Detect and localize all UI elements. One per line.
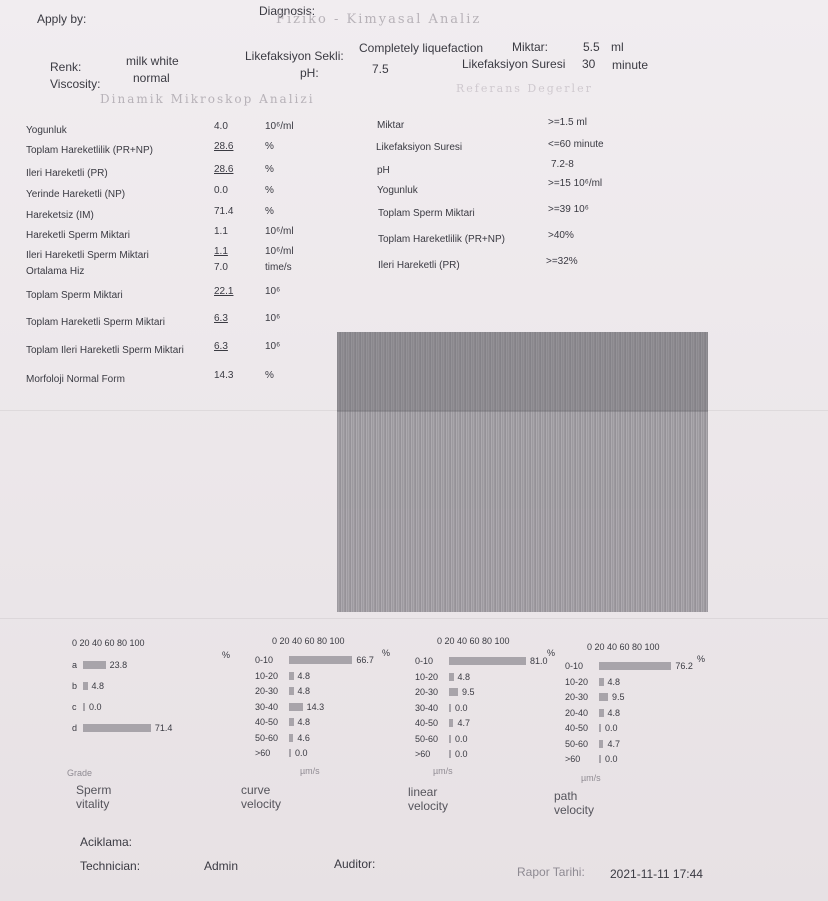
diagnosis-label: Diagnosis: — [259, 4, 316, 18]
histogram-bar — [289, 687, 294, 695]
result-value: 1.1 — [214, 246, 228, 257]
histogram-category: 50-60 — [255, 732, 279, 743]
result-name: Toplam Ileri Hareketli Sperm Miktari — [26, 345, 184, 356]
histogram-bar — [599, 709, 604, 717]
histogram-bar — [289, 656, 352, 664]
result-unit: % — [265, 185, 274, 196]
report-date-label: Rapor Tarihi: — [517, 865, 585, 879]
histogram-title: curve velocity — [241, 783, 282, 811]
histogram-bar — [449, 657, 526, 665]
result-name: Ileri Hareketli (PR) — [26, 168, 108, 179]
histogram-scale-unit: % — [697, 654, 706, 664]
histogram-bar-label: 4.8 — [607, 707, 621, 718]
histogram-category: b — [72, 681, 78, 691]
result-name: Morfoloji Normal Form — [26, 374, 125, 385]
histogram-bar-label: 9.5 — [462, 687, 475, 697]
reference-name: Ileri Hareketli (PR) — [378, 260, 460, 271]
histogram-axis-label: µm/s — [300, 766, 320, 776]
reference-value: 7.2-8 — [551, 159, 574, 170]
reference-name: Likefaksiyon Suresi — [376, 142, 463, 153]
histogram-bar — [289, 672, 294, 680]
histogram-scale: 0 20 40 60 80 100 — [587, 642, 660, 652]
technician-label: Technician: — [80, 859, 141, 873]
histogram-bar-label: 23.8 — [109, 660, 128, 670]
result-value: 22.1 — [214, 286, 234, 297]
histogram-category: 40-50 — [255, 717, 279, 727]
histogram-scale: 0 20 40 60 80 100 — [272, 636, 345, 646]
section-title-physico-chemical: Fiziko - Kimyasal Analiz — [276, 12, 482, 27]
result-value: 4.0 — [214, 121, 228, 132]
histogram-bar — [599, 693, 608, 701]
result-unit: % — [265, 206, 274, 217]
histogram-bar-label: 0.0 — [455, 702, 468, 713]
histogram-bar-label: 0.0 — [295, 748, 308, 758]
histogram-bar — [449, 688, 458, 696]
section-title-reference: Referans Degerler — [456, 82, 593, 95]
aciklama-label: Aciklama: — [80, 835, 133, 849]
result-name: Ileri Hareketli Sperm Miktari — [26, 250, 149, 261]
result-name: Yerinde Hareketli (NP) — [26, 189, 126, 200]
result-unit: % — [265, 141, 274, 152]
technician-value: Admin — [204, 859, 239, 873]
histogram-bar-label: 0.0 — [455, 733, 468, 744]
histogram-bar-label: 66.7 — [356, 655, 374, 665]
viscosity-value: normal — [133, 71, 170, 85]
histogram-bar-label: 71.4 — [154, 723, 173, 733]
histogram-category: d — [72, 723, 78, 733]
result-name: Toplam Hareketli Sperm Miktari — [26, 317, 165, 328]
histogram-bar — [289, 734, 293, 742]
histogram-category: >60 — [255, 748, 271, 758]
result-value: 28.6 — [214, 164, 234, 175]
result-value: 71.4 — [214, 206, 234, 217]
auditor-label: Auditor: — [334, 857, 376, 871]
histogram-category: 30-40 — [415, 702, 439, 713]
reference-value: >=1.5 ml — [548, 117, 587, 128]
result-value: 7.0 — [214, 262, 228, 273]
histogram-bar — [289, 749, 291, 757]
histogram-category: 40-50 — [565, 723, 589, 733]
result-unit: 10⁶/ml — [265, 226, 294, 237]
histogram-bar-label: 81.0 — [529, 656, 548, 666]
result-unit: 10⁶/ml — [265, 121, 294, 132]
histogram-category: 0-10 — [415, 656, 434, 666]
histogram-bar — [83, 682, 88, 690]
histogram-bar-label: 4.8 — [297, 686, 311, 696]
reference-value: >=32% — [546, 256, 578, 267]
histogram-scale-unit: % — [222, 650, 231, 660]
histogram-bar — [599, 662, 671, 670]
reference-name: Toplam Hareketlilik (PR+NP) — [378, 234, 505, 245]
reference-name: pH — [377, 165, 390, 176]
histogram-category: 30-40 — [255, 701, 279, 712]
histogram-axis-label: Grade — [67, 768, 93, 778]
section-title-dynamic-microscope: Dinamik Mikroskop Analizi — [100, 92, 315, 106]
histogram-category: c — [72, 702, 77, 712]
result-name: Hareketli Sperm Miktari — [26, 230, 130, 241]
histogram-bar-label: 0.0 — [89, 702, 102, 712]
result-value: 14.3 — [214, 370, 234, 381]
histogram-category: >60 — [415, 749, 431, 759]
histogram-category: 20-40 — [565, 707, 589, 718]
liquefaction-time-label: Likefaksiyon Suresi — [462, 57, 566, 71]
histogram-bar — [289, 703, 303, 711]
histogram-bar — [449, 750, 451, 758]
histogram-bar-label: 76.2 — [675, 661, 693, 671]
renk-label: Renk: — [50, 60, 82, 74]
result-value: 6.3 — [214, 313, 228, 324]
result-value: 0.0 — [214, 185, 228, 196]
result-unit: 10⁶/ml — [265, 246, 294, 257]
liquefaction-time-unit: minute — [612, 58, 649, 72]
histogram-bar-label: 4.8 — [457, 671, 471, 682]
histogram-bar — [449, 673, 454, 681]
histogram-category: >60 — [565, 754, 581, 764]
histogram-category: 0-10 — [565, 661, 584, 671]
result-value: 1.1 — [214, 226, 228, 237]
miktar-label: Miktar: — [512, 40, 548, 54]
histogram-scale-unit: % — [547, 648, 556, 658]
miktar-unit: ml — [611, 40, 624, 54]
histogram-bar-label: 4.7 — [457, 718, 470, 728]
liquefaction-time-value: 30 — [582, 57, 596, 71]
histogram-bar-label: 4.6 — [297, 732, 310, 743]
reference-name: Yogunluk — [377, 185, 418, 196]
ph-label: pH: — [300, 66, 319, 80]
histogram-bar-label: 4.8 — [297, 717, 311, 727]
result-name: Yogunluk — [26, 125, 67, 136]
result-unit: 10⁶ — [265, 341, 281, 352]
histogram-scale: 0 20 40 60 80 100 — [437, 636, 510, 646]
histogram-bar-label: 4.8 — [607, 676, 621, 687]
histogram-bar-label: 0.0 — [605, 723, 618, 733]
histogram-category: 20-30 — [415, 687, 439, 697]
histogram-axis-label: µm/s — [581, 773, 601, 783]
histogram-category: 50-60 — [565, 738, 589, 749]
ph-value: 7.5 — [372, 62, 389, 76]
reference-name: Toplam Sperm Miktari — [378, 208, 475, 219]
histogram-category: 10-20 — [565, 676, 589, 687]
histogram-bar-label: 9.5 — [612, 692, 625, 702]
histogram-scale-unit: % — [382, 648, 391, 658]
liquefaction-value: Completely liquefaction — [359, 41, 484, 55]
sample-image — [337, 332, 708, 612]
liquefaction-label: Likefaksiyon Sekli: — [245, 49, 344, 63]
histogram-category: 0-10 — [255, 655, 274, 665]
histogram-bar — [599, 678, 604, 686]
histogram-bar — [289, 718, 294, 726]
histogram-axis-label: µm/s — [433, 766, 453, 776]
apply-by-label: Apply by: — [37, 12, 87, 26]
histogram-bar-label: 14.3 — [306, 701, 325, 712]
histogram-scale: 0 20 40 60 80 100 — [72, 638, 145, 648]
histogram-title: Sperm vitality — [76, 783, 112, 811]
result-unit: % — [265, 370, 274, 381]
histogram-bar-label: 0.0 — [605, 754, 618, 764]
histogram-bar — [599, 724, 601, 732]
histogram-title: linear velocity — [408, 785, 449, 813]
reference-value: <=60 minute — [548, 139, 604, 150]
histogram-bar-label: 0.0 — [455, 749, 468, 759]
histogram-category: a — [72, 660, 78, 670]
histogram-category: 10-20 — [255, 670, 279, 681]
result-unit: % — [265, 164, 274, 175]
result-value: 28.6 — [214, 141, 234, 152]
viscosity-label: Viscosity: — [50, 77, 101, 91]
result-name: Toplam Sperm Miktari — [26, 290, 123, 301]
result-unit: time/s — [265, 262, 292, 273]
result-name: Hareketsiz (IM) — [26, 210, 94, 221]
histogram-title: path velocity — [554, 789, 595, 817]
histogram-bar — [83, 724, 151, 732]
result-unit: 10⁶ — [265, 313, 281, 324]
histogram-category: 20-30 — [565, 692, 589, 702]
histogram-bar — [83, 661, 106, 669]
result-unit: 10⁶ — [265, 286, 281, 297]
reference-value: >40% — [548, 230, 574, 241]
histogram-bar — [599, 755, 601, 763]
histogram-bar-label: 4.8 — [91, 681, 105, 691]
histogram-bar — [449, 735, 451, 743]
reference-value: >=15 10⁶/ml — [548, 178, 603, 189]
histogram-bar — [449, 704, 451, 712]
renk-value: milk white — [126, 54, 179, 68]
result-name: Toplam Hareketlilik (PR+NP) — [26, 145, 153, 156]
reference-name: Miktar — [377, 120, 405, 131]
histogram-bar-label: 4.8 — [297, 670, 311, 681]
result-name: Ortalama Hiz — [26, 266, 85, 277]
histogram-bar — [83, 703, 85, 711]
histogram-category: 20-30 — [255, 686, 279, 696]
histogram-bar — [449, 719, 453, 727]
reference-value: >=39 10⁶ — [548, 204, 589, 215]
histogram-category: 40-50 — [415, 718, 439, 728]
histogram-category: 10-20 — [415, 671, 439, 682]
result-value: 6.3 — [214, 341, 228, 352]
report-date-value: 2021-11-11 17:44 — [610, 867, 703, 881]
miktar-value: 5.5 — [583, 40, 600, 54]
histogram-bar-label: 4.7 — [607, 738, 620, 749]
histogram-bar — [599, 740, 603, 748]
histogram-category: 50-60 — [415, 733, 439, 744]
